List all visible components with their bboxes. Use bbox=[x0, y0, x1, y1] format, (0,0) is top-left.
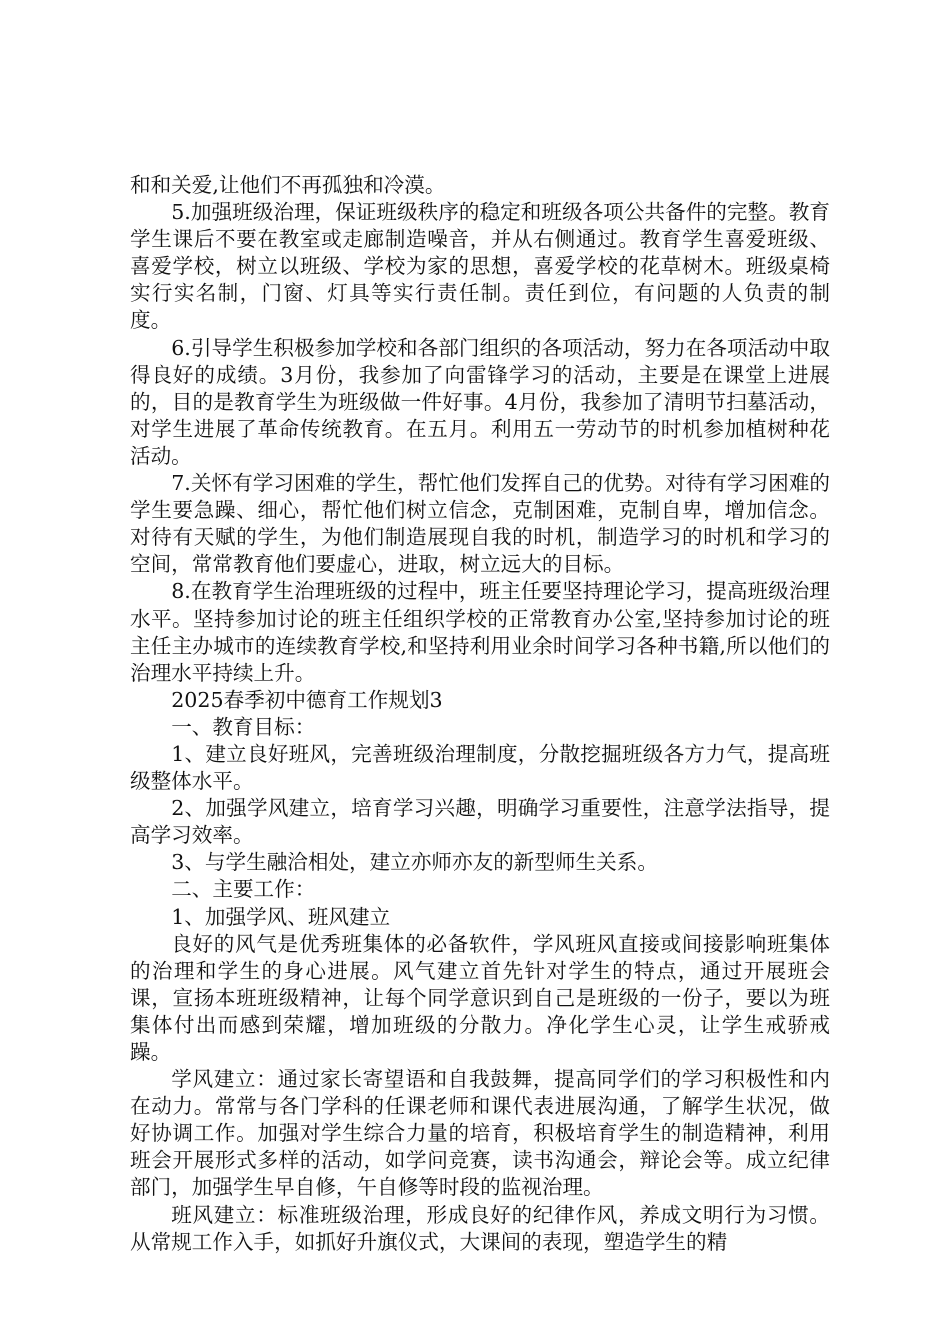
work-item-1-heading: 1、加强学风、班风建立 bbox=[171, 904, 391, 929]
paragraph-item-6: 6.引导学生积极参加学校和各部门组织的各项活动，努力在各项活动中取得良好的成绩。3月份，我参加了向雷锋学习的活动，主要是在课堂上进展的，目的是教育学生为班级做一件好事。4月份，我参加了清明节扫墓活动，对学生进展了革命传统教育。在五月。利用五一劳动节的时机参加植树种花活动。 bbox=[130, 335, 830, 468]
goal-item-1: 1、建立良好班风，完善班级治理制度，分散挖掘班级各方力气，提高班级整体水平。 bbox=[130, 741, 830, 794]
paragraph-continuation: 和和关爱,让他们不再孤独和冷漠。 bbox=[130, 173, 446, 197]
section-title: 2025春季初中德育工作规划3 bbox=[171, 687, 443, 712]
paragraph-item-7: 7.关怀有学习困难的学生，帮忙他们发挥自己的优势。对待有学习困难的学生要急躁、细心，帮忙他们树立信念，克制困难，克制自卑，增加信念。对待有天赋的学生，为他们制造展现自我的时机，制造学习的时机和学习的空间，常常教育他们要虚心，进取，树立远大的目标。 bbox=[130, 471, 830, 577]
paragraph-item-8: 8.在教育学生治理班级的过程中，班主任要坚持理论学习，提高班级治理水平。坚持参加讨论的班主任组织学校的正常教育办公室,坚持参加讨论的班主任主办城市的连续教育学校,和坚持利用业余时间学习各种书籍,所以他们的治理水平持续上升。 bbox=[130, 579, 830, 685]
goal-item-3: 3、与学生融洽相处，建立亦师亦友的新型师生关系。 bbox=[171, 850, 658, 875]
heading-education-goals: 一、教育目标： bbox=[171, 714, 316, 739]
heading-main-work: 二、主要工作： bbox=[171, 877, 316, 902]
paragraph-item-5: 5.加强班级治理，保证班级秩序的稳定和班级各项公共备件的完整。教育学生课后不要在教室或走廊制造噪音，并从右侧通过。教育学生喜爱班级、喜爱学校，树立以班级、学校为家的思想，喜爱学校的花草树木。班级桌椅实行实名制，门窗、灯具等实行责任制。责任到位，有问题的人负责的制度。 bbox=[130, 200, 830, 333]
document-body bbox=[130, 172, 830, 1256]
paragraph-good-atmosphere: 良好的风气是优秀班集体的必备软件，学风班风直接或间接影响班集体的治理和学生的身心进展。风气建立首先针对学生的特点，通过开展班会课，宣扬本班班级精神，让每个同学意识到自己是班级的一份子，要以为班集体付出而感到荣耀，增加班级的分散力。净化学生心灵，让学生戒骄戒躁。 bbox=[130, 931, 830, 1064]
goal-item-2: 2、加强学风建立，培育学习兴趣，明确学习重要性，注意学法指导，提高学习效率。 bbox=[130, 796, 830, 848]
paragraph-study-style: 学风建立：通过家长寄望语和自我鼓舞，提高同学们的学习积极性和内在动力。常常与各门学科的任课老师和课代表进展沟通，了解学生状况，做好协调工作。加强对学生综合力量的培育，积极培育学生的制造精神，利用班会开展形式多样的活动，如学问竞赛，读书沟通会，辩论会等。成立纪律部门，加强学生早自修，午自修等时段的监视治理。 bbox=[130, 1067, 830, 1200]
paragraph-class-style: 班风建立：标准班级治理，形成良好的纪律作风，养成文明行为习惯。从常规工作入手，如抓好升旗仪式，大课间的表现，塑造学生的精 bbox=[130, 1202, 830, 1254]
